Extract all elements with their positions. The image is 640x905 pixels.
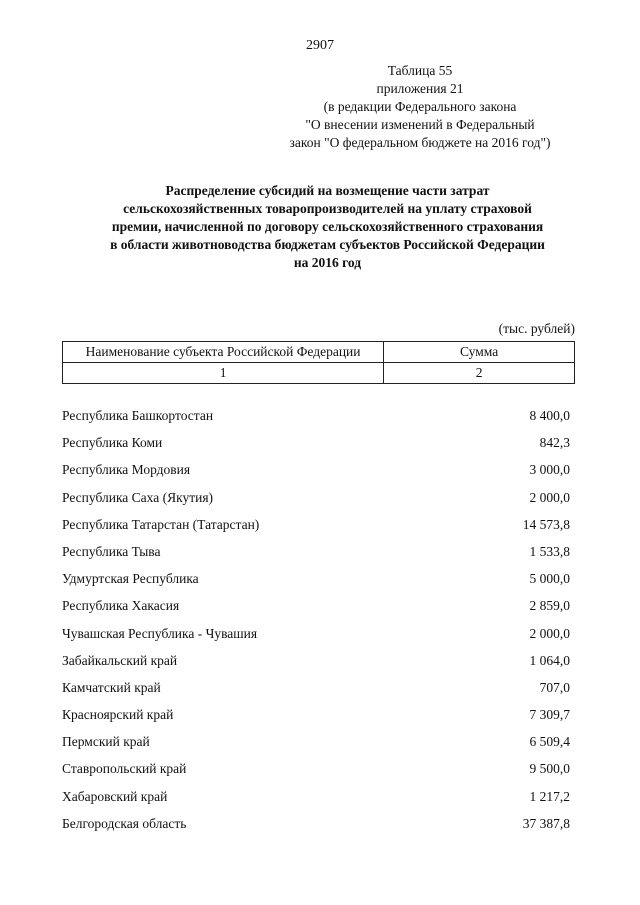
appendix-budget-line: закон "О федеральном бюджете на 2016 год") (289, 135, 551, 150)
amount-value: 8 400,0 (529, 408, 570, 423)
amount-value: 37 387,8 (522, 815, 570, 831)
amount-value: 6 509,4 (529, 734, 570, 750)
table-row (62, 406, 570, 433)
region-name: Республика Татарстан (Татарстан) (62, 516, 260, 532)
amount-value: 5 000,0 (529, 571, 570, 587)
subsidy-list (62, 406, 570, 841)
table-row (62, 705, 570, 732)
region-name: Республика Тыва (62, 543, 161, 559)
region-name: Камчатский край (62, 679, 161, 695)
table-row (62, 814, 570, 841)
amount-value: 1 217,2 (529, 788, 570, 804)
title-line: на 2016 год (293, 255, 362, 270)
document-title (40, 182, 615, 272)
table-row (62, 651, 570, 678)
region-name: Республика Хакасия (62, 598, 180, 614)
region-name: Чувашская Республика - Чувашия (62, 625, 258, 641)
column-number-1: 1 (63, 363, 384, 384)
appendix-law-line: "О внесении изменений в Федеральный (305, 117, 535, 132)
table-row (62, 759, 570, 786)
region-name: Республика Саха (Якутия) (62, 489, 214, 505)
amount-value: 9 500,0 (529, 761, 570, 777)
region-name: Забайкальский край (62, 652, 178, 668)
amount-value: 14 573,8 (522, 516, 570, 532)
table-row (62, 596, 570, 623)
appendix-table-number: Таблица 55 (387, 63, 453, 78)
title-line: премии, начисленной по договору сельскохозяйственного страхования (111, 219, 544, 234)
amount-value: 842,3 (539, 435, 570, 451)
table-row (62, 569, 570, 596)
column-header-name: Наименование субъекта Российской Федерации (63, 342, 384, 363)
table-row (62, 624, 570, 651)
appendix-edition-line: (в редакции Федерального закона (323, 99, 517, 114)
table-row (62, 488, 570, 515)
page-number: 2907 (306, 38, 334, 53)
table-row (62, 515, 570, 542)
region-name: Республика Башкортостан (62, 408, 214, 423)
title-line: сельскохозяйственных товаропроизводителей на уплату страховой (123, 201, 532, 216)
region-name: Красноярский край (62, 707, 174, 723)
table-row (62, 542, 570, 569)
amount-value: 2 000,0 (529, 625, 570, 641)
column-number-row (63, 363, 575, 384)
table-row (62, 678, 570, 705)
appendix-attachment: приложения 21 (376, 81, 464, 96)
table-row (62, 460, 570, 487)
amount-value: 707,0 (539, 679, 570, 695)
amount-value: 2 859,0 (529, 598, 570, 614)
table-row (62, 732, 570, 759)
amount-value: 1 064,0 (529, 652, 570, 668)
table-row (62, 787, 570, 814)
table-header (62, 341, 575, 384)
amount-value: 3 000,0 (529, 462, 570, 478)
header-row (63, 342, 575, 363)
region-name: Пермский край (62, 734, 150, 750)
units-label: (тыс. рублей) (498, 321, 575, 336)
region-name: Республика Коми (62, 435, 163, 451)
amount-value: 2 000,0 (529, 489, 570, 505)
title-line: Распределение субсидий на возмещение части затрат (165, 183, 490, 198)
region-name: Белгородская область (62, 815, 187, 831)
title-line: в области животноводства бюджетам субъектов Российской Федерации (110, 237, 545, 252)
appendix-note (250, 62, 590, 152)
region-name: Ставропольский край (62, 761, 187, 777)
region-name: Удмуртская Республика (62, 571, 199, 587)
column-number-2: 2 (384, 363, 575, 384)
region-name: Республика Мордовия (62, 462, 191, 478)
amount-value: 1 533,8 (529, 543, 570, 559)
column-header-amount: Сумма (384, 342, 575, 363)
region-name: Хабаровский край (62, 788, 168, 804)
table-row (62, 433, 570, 460)
amount-value: 7 309,7 (529, 707, 570, 723)
